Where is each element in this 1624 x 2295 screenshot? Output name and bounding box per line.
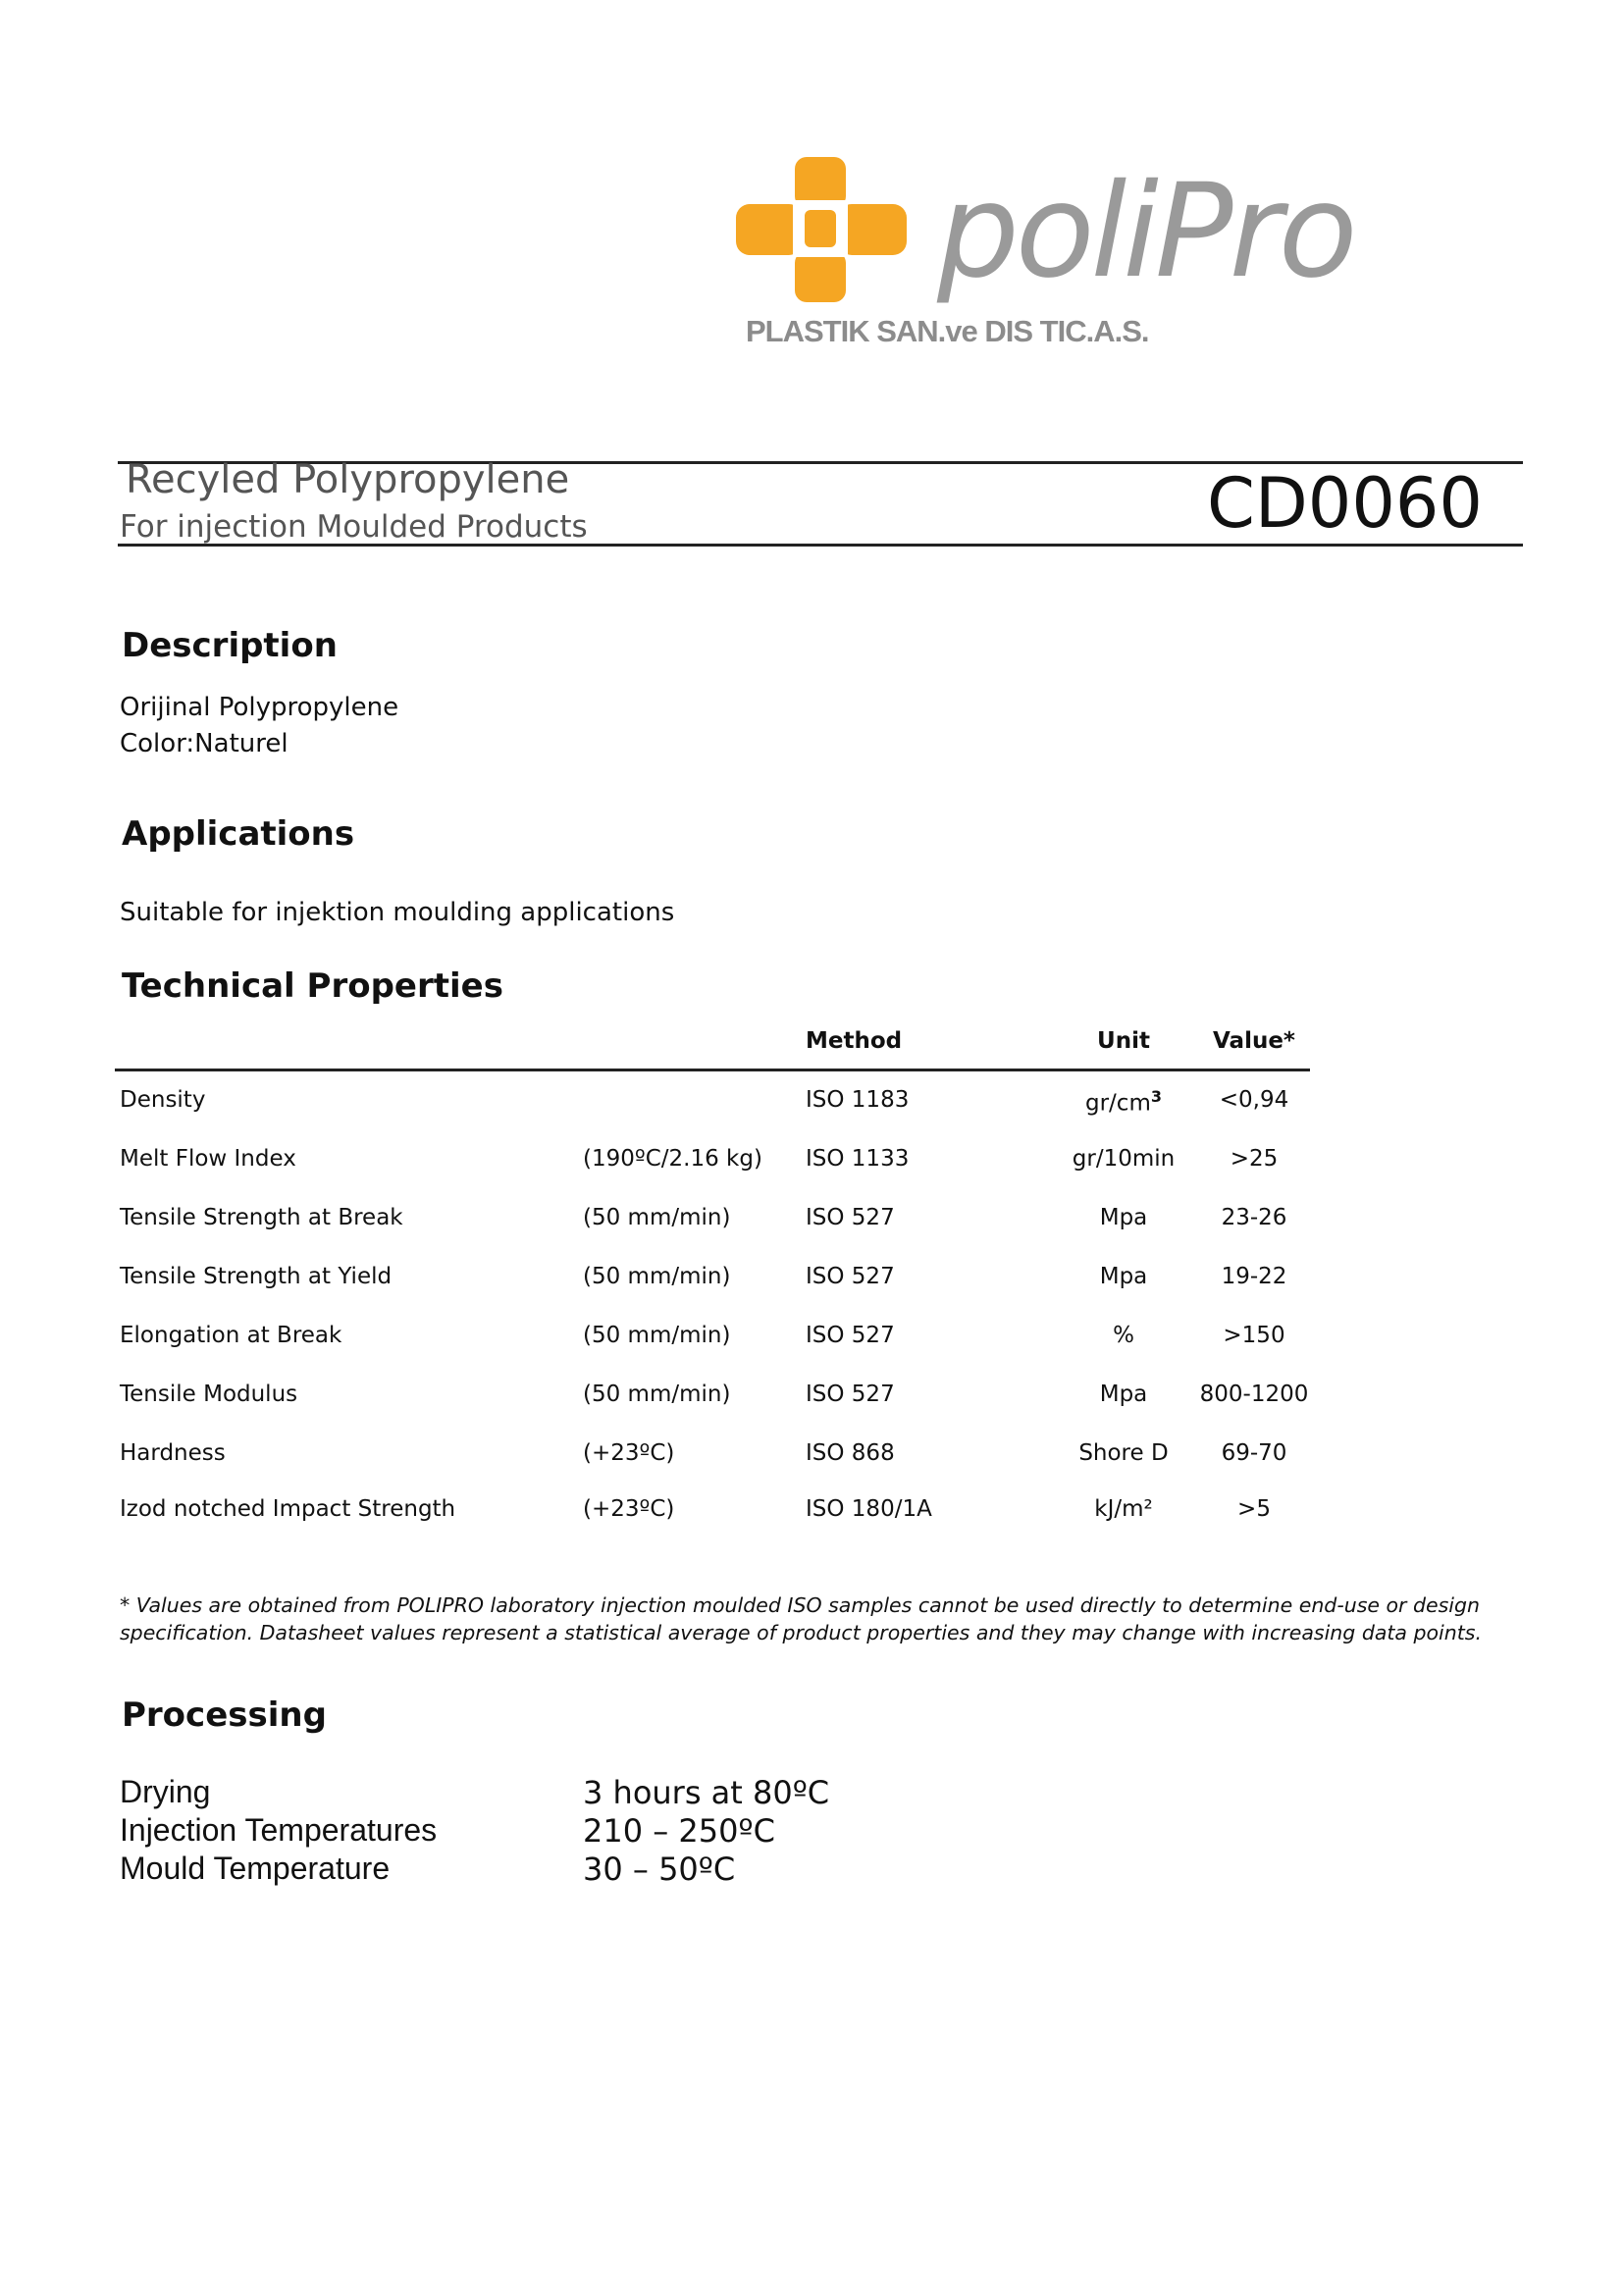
logo-wordmark: poliPro (937, 156, 1354, 307)
column-header-method: Method (806, 1028, 903, 1054)
product-title: Recyled Polypropylene (126, 457, 570, 502)
header-bottom-rule (118, 544, 1523, 547)
property-unit: Mpa (1099, 1205, 1148, 1230)
processing-row (0, 1774, 1624, 1813)
property-unit: kJ/m² (1094, 1496, 1153, 1522)
property-value: 23-26 (1221, 1205, 1287, 1230)
processing-value: 210 – 250ºC (583, 1812, 775, 1850)
property-value: 69-70 (1221, 1440, 1287, 1466)
property-method: ISO 527 (806, 1382, 895, 1407)
property-unit: gr/10min (1072, 1146, 1176, 1172)
property-condition: (50 mm/min) (583, 1382, 731, 1407)
product-code: CD0060 (1207, 463, 1483, 544)
property-method: ISO 1133 (806, 1146, 910, 1172)
processing-row (0, 1851, 1624, 1890)
processing-value: 3 hours at 80ºC (583, 1774, 830, 1811)
property-unit (1058, 1087, 1189, 1117)
processing-heading: Processing (122, 1695, 327, 1735)
property-unit: % (1113, 1323, 1134, 1348)
property-value: 19-22 (1221, 1264, 1287, 1289)
property-method: ISO 180/1A (806, 1496, 932, 1522)
property-unit: Mpa (1099, 1264, 1148, 1289)
applications-text: Suitable for injektion moulding applications (120, 898, 675, 927)
product-subtitle: For injection Moulded Products (120, 509, 588, 545)
table-row (0, 1496, 1624, 1536)
property-name: Tensile Strength at Yield (120, 1264, 393, 1289)
table-row (0, 1323, 1624, 1362)
property-method: ISO 1183 (806, 1087, 910, 1113)
polipro-logo-mark (736, 157, 908, 304)
company-logo (736, 157, 1384, 353)
property-condition: (+23ºC) (583, 1440, 675, 1466)
table-row (0, 1146, 1624, 1185)
processing-row (0, 1812, 1624, 1852)
table-row (0, 1205, 1624, 1244)
applications-heading: Applications (122, 814, 355, 854)
technical-heading: Technical Properties (122, 966, 503, 1006)
property-unit: Shore D (1078, 1440, 1169, 1466)
column-header-value: Value* (1213, 1028, 1295, 1054)
property-condition: (50 mm/min) (583, 1323, 731, 1348)
property-method: ISO 868 (806, 1440, 895, 1466)
logo-company-name: PLASTIK SAN.ve DIS TIC.A.S. (746, 314, 1149, 348)
property-value: >25 (1230, 1146, 1279, 1172)
property-name: Density (120, 1087, 206, 1113)
column-header-unit: Unit (1097, 1028, 1150, 1054)
property-condition: (+23ºC) (583, 1496, 675, 1522)
property-value: >5 (1237, 1496, 1271, 1522)
description-heading: Description (122, 626, 338, 665)
property-condition: (190ºC/2.16 kg) (583, 1146, 762, 1172)
property-value: 800-1200 (1199, 1382, 1309, 1407)
property-method: ISO 527 (806, 1205, 895, 1230)
property-method: ISO 527 (806, 1264, 895, 1289)
property-condition: (50 mm/min) (583, 1205, 731, 1230)
table-row (0, 1382, 1624, 1421)
table-header-rule (115, 1069, 1310, 1071)
property-name: Tensile Modulus (120, 1382, 298, 1407)
unit-base: gr/cm (1085, 1090, 1151, 1117)
property-method: ISO 527 (806, 1323, 895, 1348)
property-name: Izod notched Impact Strength (120, 1496, 456, 1522)
property-value: >150 (1223, 1323, 1285, 1348)
description-line: Color:Naturel (120, 729, 288, 758)
property-name: Tensile Strength at Break (120, 1205, 403, 1230)
table-row (0, 1440, 1624, 1480)
table-footnote: * Values are obtained from POLIPRO laboratory injection moulded ISO samples cannot be used directly to determine end-use or design specification. Datasheet values represent a statistical average of product properties and they may change with increasing data points. (120, 1593, 1482, 1644)
property-unit: Mpa (1099, 1382, 1148, 1407)
processing-label: Drying (120, 1774, 211, 1809)
processing-value: 30 – 50ºC (583, 1851, 736, 1888)
processing-label: Injection Temperatures (120, 1812, 438, 1848)
property-name: Melt Flow Index (120, 1146, 296, 1172)
table-row (0, 1264, 1624, 1303)
property-name: Hardness (120, 1440, 226, 1466)
property-condition: (50 mm/min) (583, 1264, 731, 1289)
unit-superscript: 3 (1150, 1087, 1162, 1106)
description-line: Orijinal Polypropylene (120, 693, 399, 722)
property-value: <0,94 (1219, 1087, 1289, 1113)
table-row (0, 1087, 1624, 1126)
property-name: Elongation at Break (120, 1323, 342, 1348)
processing-label: Mould Temperature (120, 1851, 391, 1886)
